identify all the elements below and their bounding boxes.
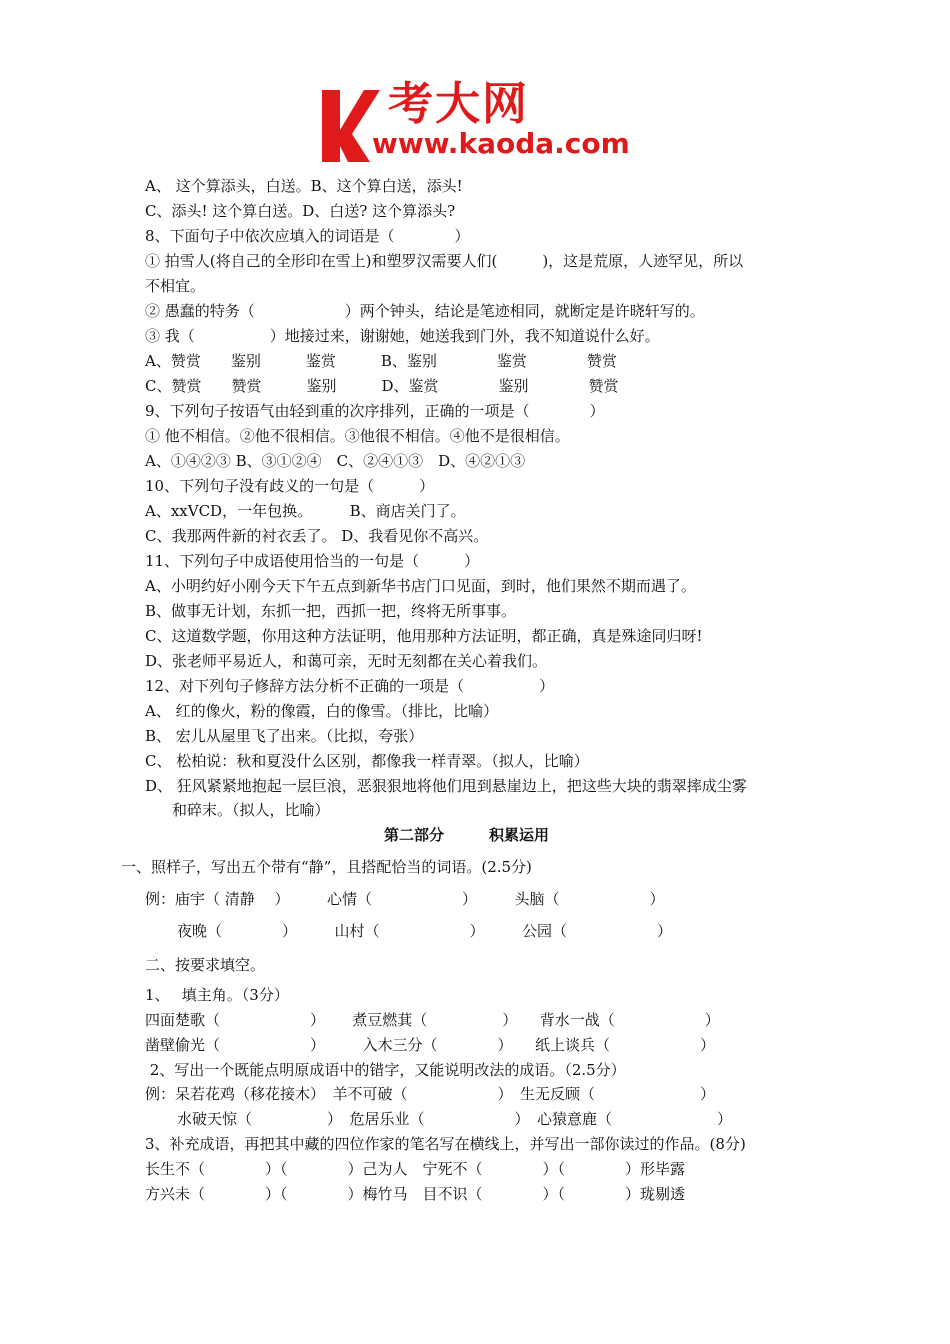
text-line: 和碎末。（拟人，比喻） (172, 801, 330, 819)
text-line: ② 愚蠢的特务（ ）两个钟头，结论是笔迹相同，就断定是许晓轩写的。 (145, 302, 705, 320)
text-line: 一、照样子，写出五个带有“静”，且搭配恰当的词语。(2.5分) (121, 858, 532, 876)
text-line: 四面楚歌（ ） 煮豆燃萁（ ） 背水一战（ ） (145, 1011, 720, 1029)
text-line: A、 红的像火，粉的像霞，白的像雪。（排比，比喻） (145, 702, 499, 720)
text-line: 不相宜。 (145, 277, 206, 295)
text-line: 夜晚（ ） 山村（ ） 公园（ ） (177, 922, 673, 940)
text-line: 3、补充成语，再把其中藏的四位作家的笔名写在横线上，并写出一部你读过的作品。(8分) (145, 1135, 746, 1153)
kaoda-logo (318, 77, 640, 162)
text-line: D、 狂风紧紧地抱起一层巨浪，恶狠狠地将他们甩到悬崖边上，把这些大块的翡翠摔成尘雾 (145, 777, 747, 795)
text-line: C、添头! 这个算白送。D、白送? 这个算添头? (145, 202, 456, 220)
text-line: A、①④②③ B、③①②④ C、②④①③ D、④②①③ (145, 452, 526, 470)
logo-url-text: www.kaoda.com (372, 127, 630, 160)
text-line: C、这道数学题，你用这种方法证明，他用那种方法证明，都正确，真是殊途同归呀! (145, 627, 703, 645)
text-line: 长生不（ ）（ ）己为人 宁死不（ ）（ ）形毕露 (145, 1160, 686, 1178)
text-line: 例：庙宇（ 清静 ） 心情（ ） 头脑（ ） (145, 890, 665, 908)
text-line: 2、写出一个既能点明原成语中的错字，又能说明改法的成语。（2.5分） (145, 1061, 626, 1079)
text-line: 二、按要求填空。 (145, 956, 266, 974)
text-line: 水破天惊（ ） 危居乐业（ ） 心猿意鹿（ ） (177, 1110, 733, 1128)
text-line: 8、下面句子中依次应填入的词语是（ ） (145, 227, 470, 245)
text-line: A、 这个算添头，白送。B、这个算白送，添头! (145, 177, 463, 195)
text-line: 凿壁偷光（ ） 入木三分（ ） 纸上谈兵（ ） (145, 1036, 716, 1054)
text-line: ① 他不相信。②他不很相信。③他很不相信。④他不是很相信。 (145, 427, 570, 445)
text-line: C、赞赏 赞赏 鉴别 D、鉴赏 鉴别 赞赏 (145, 377, 619, 395)
text-line: A、xxVCD，一年包换。 B、商店关门了。 (145, 502, 466, 520)
text-line: 方兴未（ ）（ ）梅竹马 目不识（ ）（ ）珑剔透 (145, 1185, 686, 1203)
text-line: ① 拍雪人(将自己的全形印在雪上)和塑罗汉需要人们( )，这是荒原，人迹罕见，所以 (145, 252, 744, 270)
section-title: 第二部分 积累运用 (384, 826, 550, 844)
text-line: C、我那两件新的衬衣丢了。 D、我看见你不高兴。 (145, 527, 489, 545)
k-logo-icon (318, 86, 380, 162)
text-line: 10、下列句子没有歧义的一句是（ ） (145, 477, 435, 495)
text-line: C、 松柏说：秋和夏没什么区别，都像我一样青翠。（拟人，比喻） (145, 752, 589, 770)
text-line: ③ 我（ ）地接过来，谢谢她，她送我到门外，我不知道说什么好。 (145, 327, 660, 345)
text-line: 例：呆若花鸡（移花接木） 羊不可破（ ） 生无反顾（ ） (145, 1085, 716, 1103)
text-line: 12、对下列句子修辞方法分析不正确的一项是（ ） (145, 677, 555, 695)
text-line: 9、下列句子按语气由轻到重的次序排列，正确的一项是（ ） (145, 402, 605, 420)
text-line: 11、下列句子中成语使用恰当的一句是（ ） (145, 552, 480, 570)
text-line: D、张老师平易近人，和蔼可亲，无时无刻都在关心着我们。 (145, 652, 548, 670)
text-line: A、小明约好小刚今天下午五点到新华书店门口见面，到时，他们果然不期而遇了。 (145, 577, 696, 595)
text-line: B、 宏儿从屋里飞了出来。（比拟，夸张） (145, 727, 424, 745)
text-line: B、做事无计划，东抓一把，西抓一把，终将无所事事。 (145, 602, 517, 620)
logo-chinese-text: 考大网 (388, 77, 530, 130)
text-line: A、赞赏 鉴别 鉴赏 B、鉴别 鉴赏 赞赏 (145, 352, 617, 370)
text-line: 1、 填主角。（3分） (145, 986, 289, 1004)
